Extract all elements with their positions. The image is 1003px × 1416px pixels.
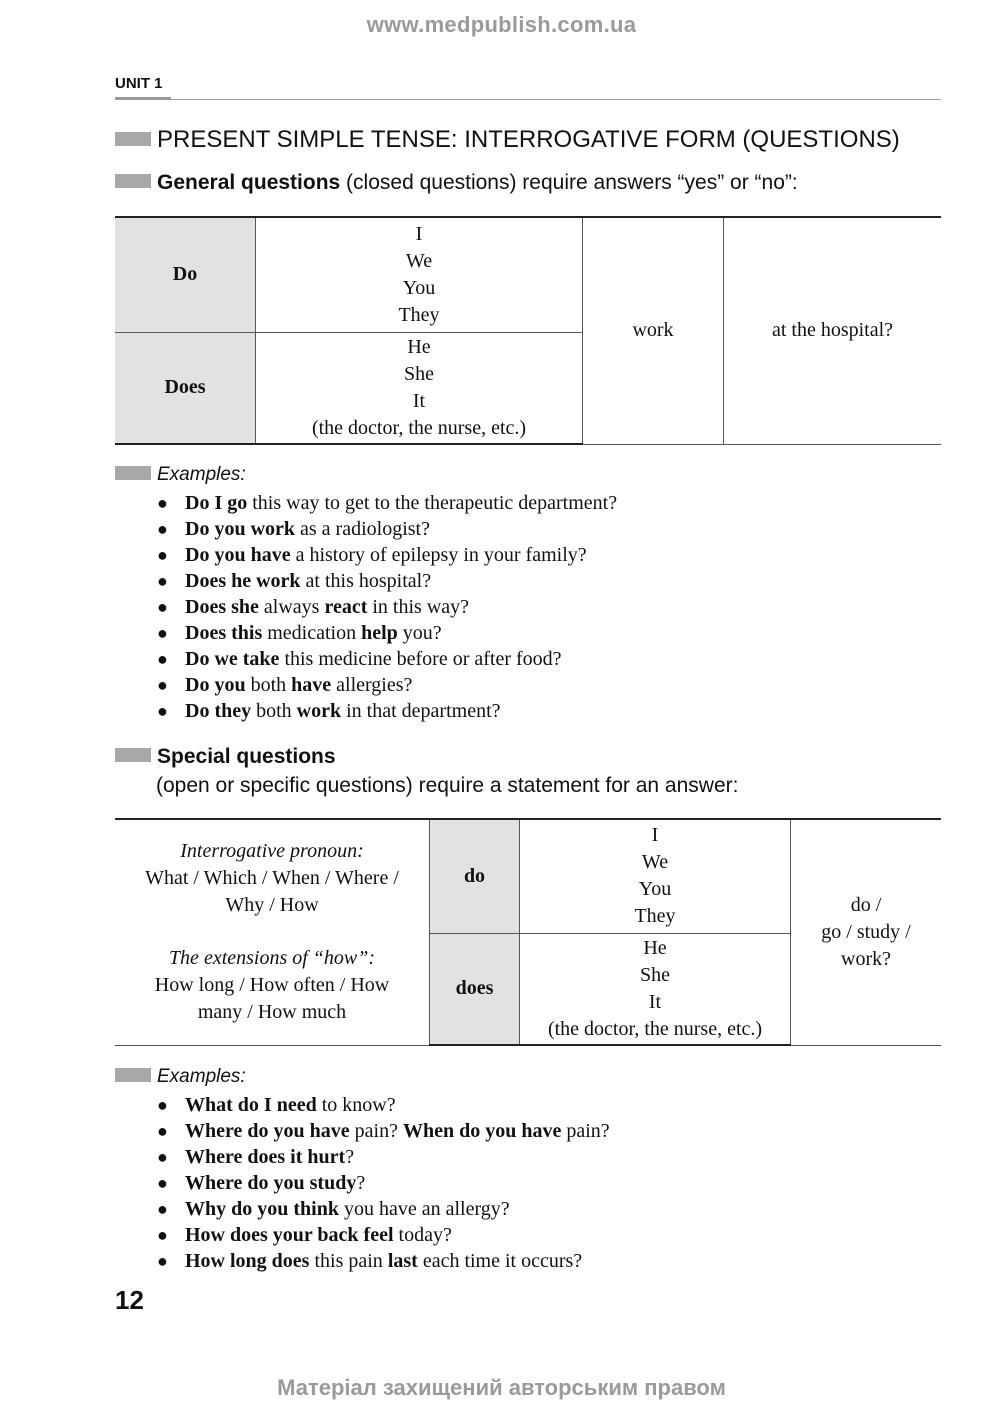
- subject: It: [648, 990, 662, 1013]
- example-item: [157, 542, 617, 568]
- example-item: [157, 672, 617, 698]
- subject: (the doctor, the nurse, etc.): [311, 416, 527, 439]
- section-marker-bar: [115, 174, 151, 188]
- examples-label-text: Examples:: [157, 464, 246, 485]
- example-text: this medicine before or after food?: [279, 648, 562, 670]
- example-text: allergies?: [331, 674, 413, 696]
- subject: We: [405, 249, 433, 272]
- example-emphasis: Do I go: [185, 492, 248, 514]
- page-title-text: PRESENT SIMPLE TENSE: INTERROGATIVE FORM (QUESTIONS): [157, 126, 900, 153]
- unit-label: UNIT 1: [115, 75, 163, 92]
- example-text: pain?: [349, 1120, 403, 1142]
- bullet-icon: ●: [157, 545, 168, 565]
- general-questions-heading-bold: General questions: [157, 171, 341, 194]
- aux-do-cell: do: [430, 819, 520, 933]
- example-emphasis: Does she: [185, 596, 259, 618]
- examples-label-special: [115, 1066, 246, 1088]
- section-marker-bar: [115, 132, 151, 146]
- subject: You: [402, 276, 436, 299]
- verb-line: go / study /: [821, 920, 911, 943]
- section-marker-bar: [115, 748, 151, 762]
- example-emphasis: Do you work: [185, 518, 296, 540]
- bullet-icon: ●: [157, 1199, 168, 1219]
- do-subjects-cell: [256, 217, 583, 332]
- bullet-icon: ●: [157, 519, 168, 539]
- bullet-icon: ●: [157, 1225, 168, 1245]
- example-item: [157, 646, 617, 672]
- extension-list: How long / How often / How: [154, 974, 390, 997]
- bullet-icon: ●: [157, 1251, 168, 1271]
- example-text: at this hospital?: [300, 570, 432, 592]
- example-item: [157, 1092, 610, 1118]
- extension-list: many / How much: [197, 1001, 347, 1024]
- subject: I: [415, 222, 423, 245]
- example-emphasis: Where do you have: [185, 1120, 350, 1142]
- bullet-icon: ●: [157, 701, 168, 721]
- unit-underline: [115, 97, 171, 100]
- example-emphasis: Do you: [185, 674, 246, 696]
- example-item: [157, 594, 617, 620]
- example-emphasis: What do I need: [185, 1094, 317, 1116]
- bullet-icon: ●: [157, 1147, 168, 1167]
- example-item: [157, 1118, 610, 1144]
- special-questions-heading-bold: Special questions: [157, 745, 336, 768]
- section-marker-bar: [115, 466, 151, 480]
- subject: They: [634, 905, 676, 928]
- general-questions-heading-rest: (closed questions) require answers “yes” or “no”:: [340, 171, 798, 194]
- example-item: [157, 1222, 610, 1248]
- example-emphasis: How long does: [185, 1250, 310, 1272]
- special-questions-subheading: (open or specific questions) require a statement for an answer:: [156, 774, 739, 797]
- bullet-icon: ●: [157, 1173, 168, 1193]
- bullet-icon: ●: [157, 597, 168, 617]
- example-item: [157, 1248, 610, 1274]
- verb-cell: work: [583, 217, 724, 444]
- subject: You: [638, 878, 672, 901]
- bullet-icon: ●: [157, 623, 168, 643]
- example-emphasis: help: [361, 622, 398, 644]
- pronoun-list: Why / How: [225, 894, 319, 917]
- special-examples-list: [157, 1092, 610, 1274]
- verb-line: do /: [850, 893, 882, 916]
- header-rule: [115, 99, 941, 100]
- example-text: in that department?: [341, 700, 501, 722]
- verbs-cell: [791, 819, 942, 1045]
- example-emphasis: work: [296, 700, 342, 722]
- example-text: this way to get to the therapeutic department?: [247, 492, 618, 514]
- bullet-icon: ●: [157, 571, 168, 591]
- subject: I: [651, 824, 659, 847]
- do-subjects-cell: [520, 819, 791, 933]
- example-item: [157, 1144, 610, 1170]
- example-text: today?: [393, 1224, 452, 1246]
- example-item: [157, 490, 617, 516]
- page-title: [115, 126, 900, 154]
- section-marker-bar: [115, 1068, 151, 1082]
- example-emphasis: When do you have: [402, 1120, 562, 1142]
- aux-do-cell: Do: [115, 217, 256, 332]
- example-emphasis: last: [387, 1250, 418, 1272]
- example-item: [157, 1196, 610, 1222]
- does-subjects-cell: [256, 332, 583, 444]
- example-emphasis: Do we take: [185, 648, 280, 670]
- example-emphasis: Do you have: [185, 544, 291, 566]
- example-text: both: [245, 674, 292, 696]
- bullet-icon: ●: [157, 675, 168, 695]
- subject: (the doctor, the nurse, etc.): [547, 1017, 763, 1040]
- watermark-bottom: Матеріал захищений авторським правом: [277, 1375, 726, 1400]
- example-text: ?: [345, 1146, 355, 1168]
- example-emphasis: react: [324, 596, 368, 618]
- example-text: a history of epilepsy in your family?: [290, 544, 587, 566]
- subject: She: [404, 362, 434, 385]
- example-text: ?: [356, 1172, 366, 1194]
- example-text: medication: [262, 622, 362, 644]
- example-emphasis: How does your back feel: [185, 1224, 394, 1246]
- example-text: as a radiologist?: [295, 518, 430, 540]
- example-emphasis: Does he work: [185, 570, 301, 592]
- bullet-icon: ●: [157, 649, 168, 669]
- pronoun-label: Interrogative pronoun:: [180, 840, 364, 863]
- example-emphasis: Why do you think: [185, 1198, 339, 1220]
- bullet-icon: ●: [157, 1121, 168, 1141]
- example-item: [157, 1170, 610, 1196]
- example-text: to know?: [316, 1094, 396, 1116]
- pronoun-list: What / Which / When / Where /: [145, 867, 399, 890]
- example-item: [157, 568, 617, 594]
- example-emphasis: Does this: [185, 622, 263, 644]
- rest-cell: at the hospital?: [724, 217, 942, 444]
- special-questions-heading: [115, 745, 336, 769]
- subject: She: [640, 963, 670, 986]
- extension-label: The extensions of “how”:: [168, 947, 376, 970]
- aux-does-cell: does: [430, 933, 520, 1045]
- examples-label-general: [115, 464, 246, 486]
- watermark-top: www.medpublish.com.ua: [366, 12, 637, 37]
- example-text: always: [258, 596, 325, 618]
- general-examples-list: [157, 490, 617, 724]
- example-emphasis: have: [291, 674, 332, 696]
- bullet-icon: ●: [157, 1095, 168, 1115]
- example-item: [157, 698, 617, 724]
- example-item: [157, 620, 617, 646]
- example-item: [157, 516, 617, 542]
- page-number: 12: [115, 1285, 144, 1315]
- aux-does-cell: Does: [115, 332, 256, 444]
- example-text: pain?: [561, 1120, 610, 1142]
- subject: They: [398, 303, 440, 326]
- example-text: both: [251, 700, 297, 722]
- example-text: in this way?: [367, 596, 470, 618]
- special-questions-table: [115, 818, 941, 1046]
- pronoun-cell: [115, 819, 430, 1045]
- example-emphasis: Where do you study: [185, 1172, 357, 1194]
- example-emphasis: Where does it hurt: [185, 1146, 346, 1168]
- example-text: you?: [397, 622, 442, 644]
- general-questions-table: [115, 216, 941, 445]
- general-questions-heading: [115, 171, 798, 195]
- example-emphasis: Do they: [185, 700, 252, 722]
- examples-label-text: Examples:: [157, 1066, 246, 1087]
- subject: It: [412, 389, 426, 412]
- does-subjects-cell: [520, 933, 791, 1045]
- verb-line: work?: [841, 947, 891, 970]
- example-text: each time it occurs?: [417, 1250, 583, 1272]
- example-text: you have an allergy?: [338, 1198, 510, 1220]
- subject: He: [407, 335, 431, 358]
- subject: We: [641, 851, 669, 874]
- example-text: this pain: [309, 1250, 388, 1272]
- subject: He: [643, 936, 667, 959]
- bullet-icon: ●: [157, 493, 168, 513]
